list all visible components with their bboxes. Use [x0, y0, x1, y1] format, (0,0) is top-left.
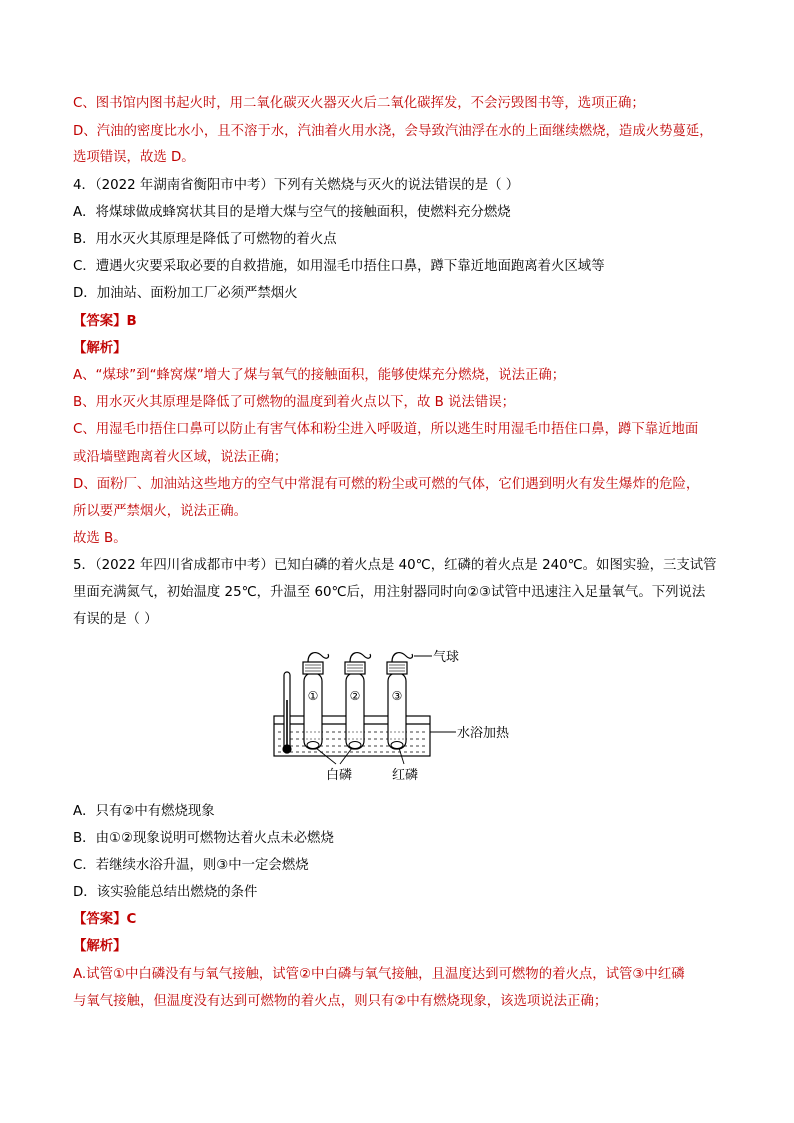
q5-option-a: A．只有②中有燃烧现象 — [73, 804, 215, 819]
q4-stem: 4．（2022 年湖南省衡阳市中考）下列有关燃烧与灭火的说法错误的是（ ） — [73, 178, 520, 193]
q5-stem-line: 里面充满氮气，初始温度 25℃，升温至 60℃后，用注射器同时向②③试管中迅速注入足量氧气。下列说法 — [73, 585, 706, 600]
tube-label-1: ① — [307, 689, 319, 703]
q5-analysis-line: 与氧气接触，但温度没有达到可燃物的着火点，则只有②中有燃烧现象，该选项说法正确； — [73, 994, 608, 1009]
q5-analysis-label: 【解析】 — [73, 939, 127, 954]
q5-answer: 【答案】C — [73, 912, 137, 927]
thermometer-bulb — [283, 745, 291, 753]
q4-answer: 【答案】B — [73, 314, 137, 329]
q4-option-c: C．遭遇火灾要采取必要的自救措施，如用湿毛巾捂住口鼻，蹲下靠近地面跑离着火区域等 — [73, 259, 605, 274]
q5-option-d: D．该实验能总结出燃烧的条件 — [73, 885, 258, 900]
q4-analysis-line: C、用湿毛巾捂住口鼻可以防止有害气体和粉尘进入呼吸道，所以逃生时用湿毛巾捂住口鼻，蹲下靠近地面 — [73, 422, 699, 437]
water-bath-label: 水浴加热 — [457, 726, 510, 741]
q5-option-c: C．若继续水浴升温，则③中一定会燃烧 — [73, 858, 309, 873]
prev-explanation-c: C、图书馆内图书起火时，用二氧化碳灭火器灭火后二氧化碳挥发，不会污毁图书等，选项正确； — [73, 96, 645, 111]
q4-analysis-line: D、面粉厂、加油站这些地方的空气中常混有可燃的粉尘或可燃的气体，它们遇到明火有发生爆炸的危险， — [73, 477, 700, 492]
q4-analysis-line: 或沿墙壁跑离着火区域，说法正确； — [73, 450, 288, 465]
q4-analysis-line: 故选 B。 — [73, 531, 127, 546]
tube-label-2: ② — [349, 689, 361, 703]
q5-stem-line: 有误的是（ ） — [73, 612, 158, 627]
red-phosphorus-label: 红磷 — [392, 768, 419, 783]
q4-option-b: B．用水灭火其原理是降低了可燃物的着火点 — [73, 232, 337, 247]
q4-analysis-line: 所以要严禁烟火，说法正确。 — [73, 504, 248, 519]
tube-label-3: ③ — [391, 689, 403, 703]
q5-stem-line: 5．（2022 年四川省成都市中考）已知白磷的着火点是 40℃，红磷的着火点是 240℃。如图实验，三支试管 — [73, 558, 717, 573]
prev-explanation-d2: 选项错误，故选 D。 — [73, 150, 195, 165]
q4-analysis-line: B、用水灭火其原理是降低了可燃物的温度到着火点以下，故 B 说法错误； — [73, 395, 515, 410]
q4-option-a: A．将煤球做成蜂窝状其目的是增大煤与空气的接触面积，使燃料充分燃烧 — [73, 205, 511, 220]
q4-analysis-label: 【解析】 — [73, 341, 127, 356]
balloon-label: 气球 — [433, 650, 460, 665]
experiment-diagram-svg — [270, 640, 520, 790]
white-phosphorus-label: 白磷 — [326, 768, 353, 783]
q5-option-b: B．由①②现象说明可燃物达着火点未必燃烧 — [73, 831, 334, 846]
q5-analysis-line: A.试管①中白磷没有与氧气接触，试管②中白磷与氧气接触，且温度达到可燃物的着火点，试管③中红磷 — [73, 967, 685, 982]
experiment-diagram — [270, 640, 520, 790]
q4-option-d: D．加油站、面粉加工厂必须严禁烟火 — [73, 286, 298, 301]
prev-explanation-d1: D、汽油的密度比水小，且不溶于水，汽油着火用水浇，会导致汽油浮在水的上面继续燃烧，造成火势蔓延， — [73, 124, 713, 139]
q4-analysis-line: A、“煤球”到“蜂窝煤”增大了煤与氧气的接触面积，能够使煤充分燃烧，说法正确； — [73, 368, 566, 383]
